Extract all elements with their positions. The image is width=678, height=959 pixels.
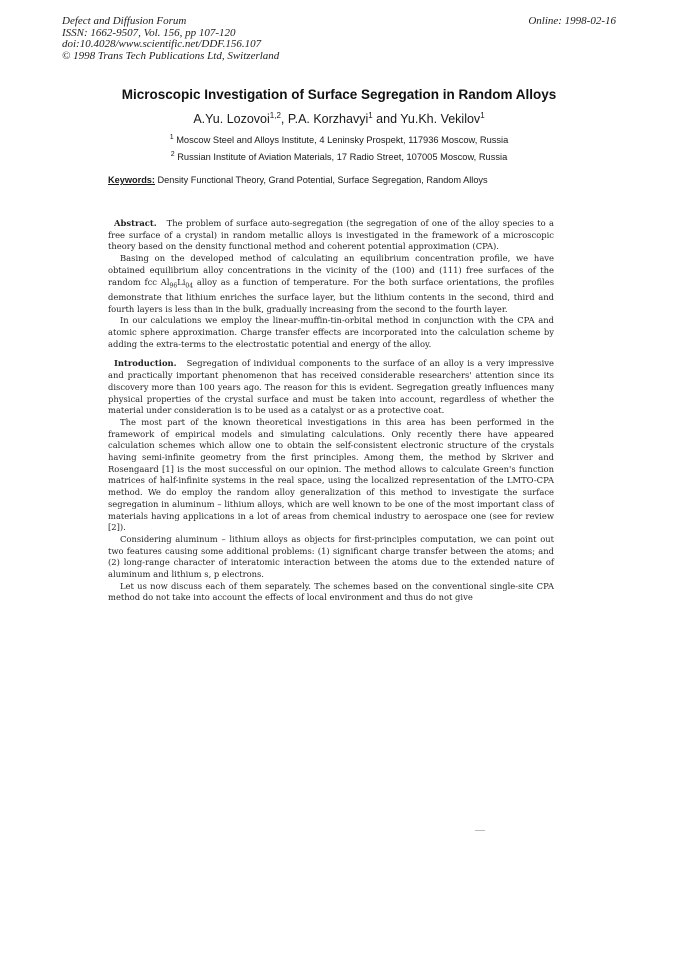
paper-body bbox=[108, 218, 554, 604]
issn-line: ISSN: 1662-9507, Vol. 156, pp 107-120 bbox=[62, 26, 236, 39]
keywords-label: Keywords: bbox=[108, 175, 155, 185]
al-subscript: 96 bbox=[169, 282, 178, 290]
author-list bbox=[0, 111, 678, 126]
li-subscript: 04 bbox=[185, 282, 194, 290]
author-3-affil: 1 bbox=[480, 111, 485, 120]
affiliation-1-text: Moscow Steel and Alloys Institute, 4 Leninsky Prospekt, 117936 Moscow, Russia bbox=[176, 135, 509, 146]
introduction-paragraph-4: Let us now discuss each of them separately. The schemes based on the conventional single-site CPA method do not take into account the effects of local environment and thus do not give bbox=[108, 580, 554, 603]
affiliation-1 bbox=[0, 134, 678, 145]
introduction-p1-text: Segregation of individual components to the surface of an alloy is a very impressive and practically important phenomenon that has received considerable researchers' attention since its discovery more than 100 years ago. The reason for this is evident. Segregation greatly influences many physical properties of the crystal surface and must be taken into account, regardless of whether the material under consideration is to be used as a catalyst or as a protective coat. bbox=[108, 358, 554, 416]
abstract-paragraph-2 bbox=[108, 253, 554, 315]
paper-title: Microscopic Investigation of Surface Segregation in Random Alloys bbox=[121, 87, 557, 102]
copyright-line: © 1998 Trans Tech Publications Ltd, Switzerland bbox=[62, 49, 280, 62]
abstract-p2-text-b: alloy as a function of temperature. For the both surface orientations, the profiles demonstrate that lithium enriches the surface layer, but the lithium contents in the second, third and fourth layers is less than in the bulk, gradually increasing from the second to the fourth layer. bbox=[108, 276, 554, 314]
affiliation-2 bbox=[0, 151, 678, 162]
author-2-affil: 1 bbox=[368, 111, 373, 120]
abstract-heading: Abstract. bbox=[114, 218, 157, 228]
doi-line: doi:10.4028/www.scientific.net/DDF.156.107 bbox=[62, 38, 262, 50]
journal-header bbox=[62, 16, 618, 62]
introduction-paragraph-3: Considering aluminum – lithium alloys as objects for first-principles computation, we can point out two features causing some additional problems: (1) significant charge transfer between the atoms; and (2) long-range character of interatomic interaction between the atoms due to the extended nature of aluminum and lithium s, p electrons. bbox=[108, 533, 554, 580]
abstract-p2-text-a: Basing on the developed method of calculating an equilibrium concentration profile, we have obtained equilibrium alloy concentrations in the vicinity of the (100) and (111) free surfaces of the random fcc Al bbox=[108, 253, 554, 287]
online-date: Online: 1998-02-16 bbox=[528, 15, 616, 27]
scan-mark bbox=[475, 830, 485, 831]
affiliation-1-number: 1 bbox=[169, 134, 174, 141]
author-1-affil: 1,2 bbox=[269, 111, 281, 120]
introduction-heading: Introduction. bbox=[114, 358, 177, 369]
journal-name: Defect and Diffusion Forum bbox=[62, 15, 187, 27]
introduction-paragraph-1 bbox=[108, 358, 554, 417]
affiliation-2-text: Russian Institute of Aviation Materials, 17 Radio Street, 107005 Moscow, Russia bbox=[177, 152, 508, 163]
abstract-paragraph-1 bbox=[108, 218, 554, 253]
author-2: , P.A. Korzhavyi bbox=[280, 112, 369, 127]
author-1: A.Yu. Lozovoi bbox=[193, 112, 270, 127]
abstract-p1-text: The problem of surface auto-segregation (the segregation of one of the alloy species to a free surface of a crystal) in random metallic alloys is investigated in the framework of a microscopic theory based on the density functional method and coherent potential approximation (CPA). bbox=[108, 218, 554, 252]
keywords-line bbox=[108, 175, 578, 185]
affiliation-2-number: 2 bbox=[170, 151, 175, 158]
author-3: and Yu.Kh. Vekilov bbox=[372, 112, 481, 127]
abstract-paragraph-3: In our calculations we employ the linear-muffin-tin-orbital method in conjunction with the CPA and atomic sphere approximation. Charge transfer effects are incorporated into the calculation scheme by adding the extra-terms to the electrostatic potential and energy of the alloy. bbox=[108, 315, 554, 349]
abstract-p2-li: Li bbox=[177, 276, 186, 287]
keywords-text: Density Functional Theory, Grand Potential, Surface Segregation, Random Alloys bbox=[157, 175, 488, 185]
introduction-paragraph-2: The most part of the known theoretical investigations in this area has been performed in the framework of empirical models and simulating calculations. Only recently there have appeared calculation schemes which allow one to obtain the self-consistent electronic structure of the crystals having semi-infinite geometry from the first principles. Among them, the method by Skriver and Rosengaard [1] is the most successful on our opinion. The method allows to calculate Green's function matrices of half-infinite systems in the real space, using the localized representation of the LMTO-CPA method. We do employ the random alloy generalization of this method to investigate the surface segregation in aluminum – lithium alloys, which are well known to be one of the most important class of materials having applications in a lot of areas from chemical industry to aerospace one (see for review [2]). bbox=[108, 416, 554, 533]
